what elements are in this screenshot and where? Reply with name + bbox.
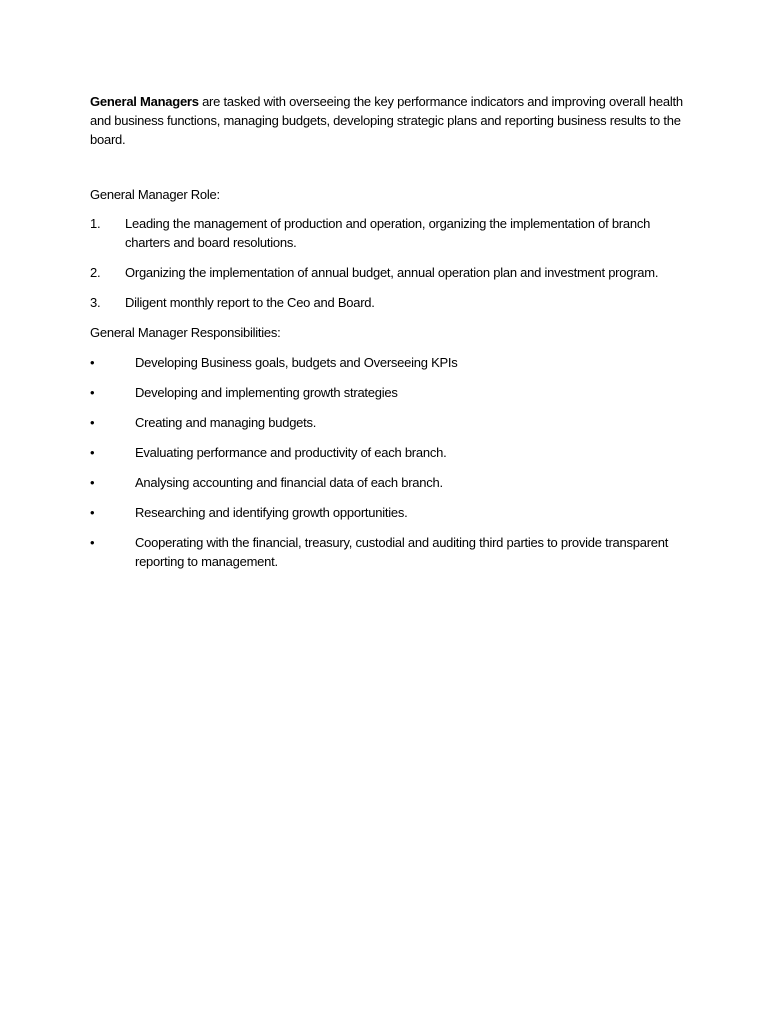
role-item-text: Organizing the implementation of annual budget, annual operation plan and investment program. <box>125 265 659 280</box>
responsibilities-list <box>90 353 690 571</box>
responsibility-text: Creating and managing budgets. <box>135 415 317 430</box>
responsibility-item <box>90 443 690 462</box>
role-item <box>90 293 690 312</box>
bullet-icon: • <box>90 475 95 490</box>
responsibility-item <box>90 473 690 492</box>
role-list <box>90 214 690 312</box>
responsibility-text: Cooperating with the financial, treasury, custodial and auditing third parties to provide transparent reporting to management. <box>135 535 669 569</box>
role-item-text: Leading the management of production and operation, organizing the implementation of branch charters and board resolutions. <box>125 216 651 250</box>
intro-text: are tasked with overseeing the key performance indicators and improving overall health and business functions, managing budgets, developing strategic plans and reporting business results to the board. <box>90 94 683 147</box>
intro-bold-lead: General Managers <box>90 94 199 109</box>
document-page <box>90 92 690 571</box>
bullet-icon: • <box>90 535 95 550</box>
bullet-icon: • <box>90 445 95 460</box>
role-item <box>90 263 690 282</box>
responsibility-text: Researching and identifying growth opportunities. <box>135 505 408 520</box>
bullet-icon: • <box>90 415 95 430</box>
responsibility-item <box>90 353 690 372</box>
responsibility-text: Analysing accounting and financial data of each branch. <box>135 475 443 490</box>
role-item <box>90 214 690 252</box>
responsibility-text: Evaluating performance and productivity of each branch. <box>135 445 447 460</box>
bullet-icon: • <box>90 385 95 400</box>
role-heading: General Manager Role: <box>90 187 220 202</box>
intro-paragraph <box>90 92 690 149</box>
bullet-icon: • <box>90 505 95 520</box>
responsibility-item <box>90 533 690 571</box>
responsibilities-heading: General Manager Responsibilities: <box>90 325 281 340</box>
role-number: 3. <box>90 295 101 310</box>
responsibility-item <box>90 383 690 402</box>
role-item-text: Diligent monthly report to the Ceo and Board. <box>125 295 375 310</box>
responsibility-item <box>90 503 690 522</box>
responsibility-text: Developing and implementing growth strategies <box>135 385 398 400</box>
role-number: 1. <box>90 216 101 231</box>
responsibility-text: Developing Business goals, budgets and Overseeing KPIs <box>135 355 458 370</box>
responsibility-item <box>90 413 690 432</box>
bullet-icon: • <box>90 355 95 370</box>
role-number: 2. <box>90 265 101 280</box>
